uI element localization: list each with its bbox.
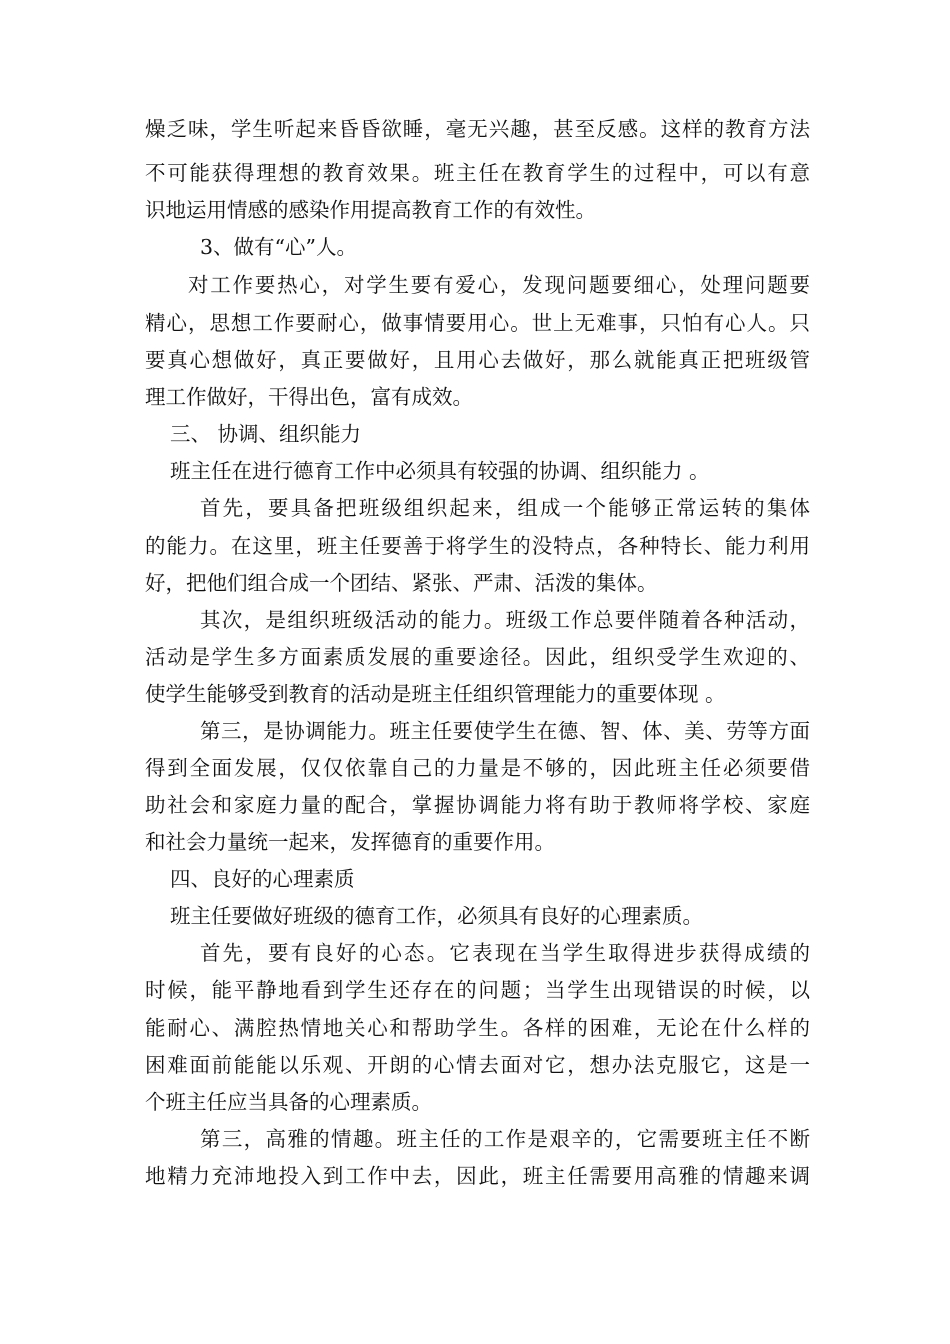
section-heading: 三、 协调、组织能力 xyxy=(170,422,362,446)
text-line: 和社会力量统一起来，发挥德育的重要作用。 xyxy=(145,830,555,854)
text-line: 个班主任应当具备的心理素质。 xyxy=(145,1090,432,1114)
text-line: 使学生能够受到教育的活动是班主任组织管理能力的重要体现 。 xyxy=(145,682,726,706)
text-line: 活动是学生多方面素质发展的重要途径。因此，组织受学生欢迎的、 xyxy=(145,645,810,669)
text-line: 得到全面发展，仅仅依靠自己的力量是不够的，因此班主任必须要借 xyxy=(145,756,810,780)
subheading: 3、做有“心”人。 xyxy=(200,235,358,259)
text-line: 要真心想做好，真正要做好，且用心去做好，那么就能真正把班级管 xyxy=(145,348,810,372)
text-line: 能耐心、满腔热情地关心和帮助学生。各样的困难，无论在什么样的 xyxy=(145,1016,810,1040)
text-line: 地精力充沛地投入到工作中去，因此，班主任需要用高雅的情趣来调 xyxy=(145,1164,810,1188)
text-line: 第三，是协调能力。班主任要使学生在德、智、体、美、劳等方面 xyxy=(200,719,810,743)
text-line: 理工作做好，干得出色，富有成效。 xyxy=(145,385,473,409)
text-line: 第三，高雅的情趣。班主任的工作是艰辛的，它需要班主任不断 xyxy=(200,1127,810,1151)
text-line: 班主任在进行德育工作中必须具有较强的协调、组织能力 。 xyxy=(170,459,710,483)
text-line: 首先，要具备把班级组织起来，组成一个能够正常运转的集体 xyxy=(200,496,810,520)
text-line: 精心，思想工作要耐心，做事情要用心。世上无难事，只怕有心人。只 xyxy=(145,311,810,335)
text-line: 对工作要热心，对学生要有爱心，发现问题要细心，处理问题要 xyxy=(188,273,810,297)
text-line: 其次，是组织班级活动的能力。班级工作总要伴随着各种活动， xyxy=(200,608,810,632)
text-line: 时候，能平静地看到学生还存在的问题；当学生出现错误的时候，以 xyxy=(145,978,810,1002)
section-heading: 四、良好的心理素质 xyxy=(170,867,355,891)
text-line: 识地运用情感的感染作用提高教育工作的有效性。 xyxy=(145,198,596,222)
text-line: 好，把他们组合成一个团结、紧张、严肃、活泼的集体。 xyxy=(145,571,658,595)
text-line: 助社会和家庭力量的配合，掌握协调能力将有助于教师将学校、家庭 xyxy=(145,793,810,817)
text-line: 的能力。在这里，班主任要善于将学生的没特点，各种特长、能力利用 xyxy=(145,534,810,558)
text-line: 燥乏味，学生听起来昏昏欲睡，毫无兴趣，甚至反感。这样的教育方法 xyxy=(145,117,810,141)
text-line: 不可能获得理想的教育效果。班主任在教育学生的过程中，可以有意 xyxy=(145,161,810,185)
text-line: 首先，要有良好的心态。它表现在当学生取得进步获得成绩的 xyxy=(200,941,810,965)
text-line: 班主任要做好班级的德育工作，必须具有良好的心理素质。 xyxy=(170,904,703,928)
text-line: 困难面前能能以乐观、开朗的心情去面对它，想办法克服它，这是一 xyxy=(145,1053,810,1077)
